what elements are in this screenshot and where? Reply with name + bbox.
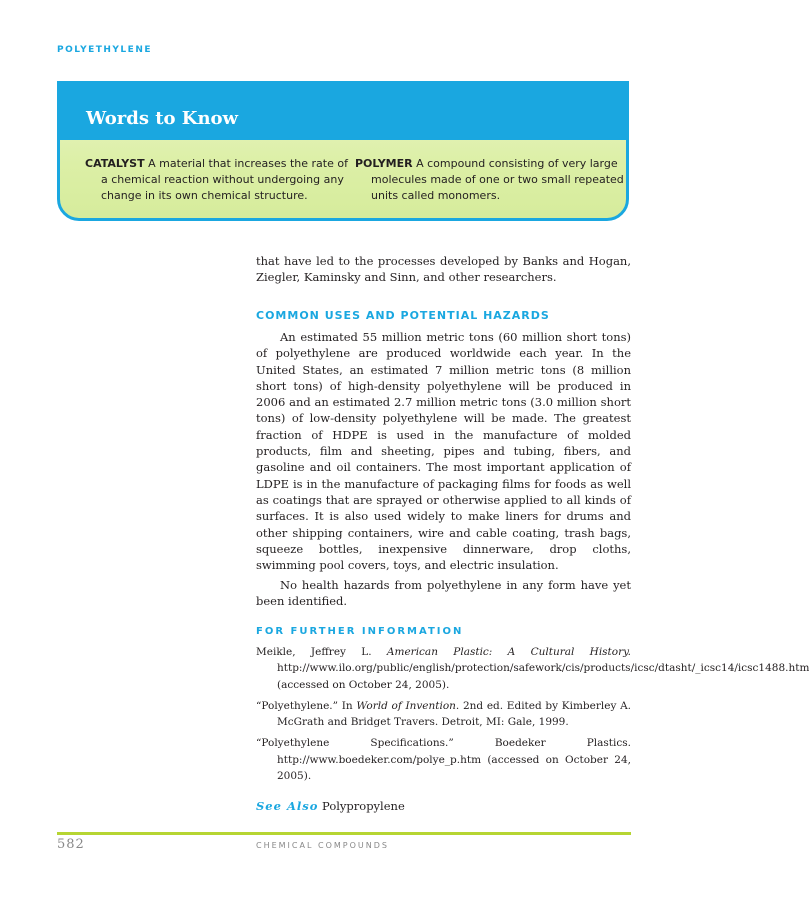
reference-text: Meikle, Jeffrey L. xyxy=(256,646,387,658)
reference-item xyxy=(256,735,631,784)
section-heading-common-uses: COMMON USES AND POTENTIAL HAZARDS xyxy=(256,309,550,322)
words-to-know-header xyxy=(60,84,626,140)
words-to-know-title: Words to Know xyxy=(86,108,239,129)
glossary-definition: A compound consisting of very large molecules made of one or two small repeated units called monomers. xyxy=(371,157,624,202)
reference-text: http://www.ilo.org/public/english/protection/safework/cis/products/icsc/dtasht/_icsc14/icsc1488.htm (accessed on October 24, 2005). xyxy=(277,662,809,691)
reference-text: “Polyethylene.” In xyxy=(256,699,357,712)
glossary-entry-catalyst xyxy=(85,156,357,204)
reference-item xyxy=(256,698,631,731)
reference-title: American Plastic: A Cultural History. xyxy=(386,646,631,658)
paragraph-uses: An estimated 55 million metric tons (60 million short tons) of polyethylene are produced worldwide each year. In the United States, an estimated 7 million metric tons (8 million short tons) of high-density polyethylene will be produced in 2006 and an estimated 2.7 million metric tons (3.0 million short tons) of low-density polyethylene will be made. The greatest fraction of HDPE is used in the manufacture of molded products, film and sheeting, pipes and tubing, fibers, and gasoline and oil containers. The most important application of LDPE is in the manufacture of packaging films for foods as well as coatings that are sprayed or otherwise applied to all kinds of surfaces. It is also used widely to make liners for drums and other shipping containers, wire and cable coating, trash bags, squeeze bottles, inexpensive dinnerware, drop cloths, swimming pool covers, toys, and electric insulation. xyxy=(256,330,631,573)
glossary-entry-polymer xyxy=(355,156,627,204)
glossary-term: POLYMER xyxy=(355,157,413,170)
glossary-term: CATALYST xyxy=(85,157,145,170)
reference-list xyxy=(256,644,809,789)
reference-item xyxy=(256,644,809,693)
footer-book-title: CHEMICAL COMPOUNDS xyxy=(256,841,389,850)
reference-title: World of Invention. xyxy=(356,699,460,712)
words-to-know-box xyxy=(57,81,629,221)
running-head: POLYETHYLENE xyxy=(57,45,152,55)
see-also-link[interactable]: Polypropylene xyxy=(322,799,405,813)
reference-text: 2nd ed. Edited by Kimberley A. McGrath and Bridget Travers. Detroit, MI: Gale, 1999. xyxy=(277,699,632,729)
further-information-heading: FOR FURTHER INFORMATION xyxy=(256,626,464,637)
reference-text: “Polyethylene Specifications.” Boedeker Plastics. http://www.boedeker.com/polye_p.htm (accessed on October 24, 2005). xyxy=(256,737,631,783)
intro-paragraph: that have led to the processes developed by Banks and Hogan, Ziegler, Kaminsky and Sinn, and other researchers. xyxy=(256,254,631,285)
page-number: 582 xyxy=(57,837,85,852)
see-also xyxy=(256,799,405,813)
footer-rule xyxy=(57,832,631,835)
glossary-definition: A material that increases the rate of a chemical reaction without undergoing any change in its own chemical structure. xyxy=(101,157,348,202)
paragraph-hazards: No health hazards from polyethylene in any form have yet been identified. xyxy=(256,578,631,609)
see-also-label: See Also xyxy=(256,799,319,813)
